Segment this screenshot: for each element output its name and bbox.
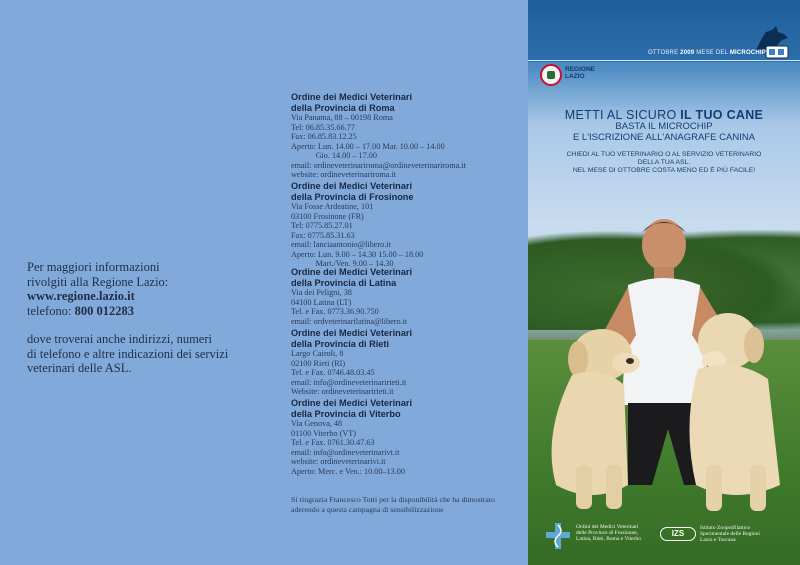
izs-logo: IZS <box>660 527 696 541</box>
office-email[interactable]: email: ordineveterinariroma@ordineveterinariroma.it <box>291 160 466 170</box>
cover-panel <box>528 0 800 565</box>
office-name: Ordine dei Medici Veterinari della Provincia di Frosinone <box>291 181 414 202</box>
office-email[interactable]: email: info@ordineveterinaririeti.it <box>291 377 407 387</box>
phone-number: 800 012283 <box>74 303 134 318</box>
details-line: veterinari delle ASL. <box>27 361 132 375</box>
office-email[interactable]: email: info@ordineveterinarivt.it <box>291 447 400 457</box>
divider <box>528 60 800 61</box>
office-line: 04100 Latina (LT) <box>291 297 352 307</box>
office-line: Largo Cairoli, 8 <box>291 349 344 358</box>
headline: METTI AL SICURO IL TUO CANE <box>564 108 764 122</box>
photo-man-with-dogs <box>528 215 800 565</box>
office-line: 02100 Rieti (RI) <box>291 358 346 368</box>
labrador-dog-left <box>532 315 652 515</box>
office-name: Ordine dei Medici Veterinari della Provincia di Rieti <box>291 328 413 349</box>
office-line: Tel. e Fax. 0773.36.90.750 <box>291 307 379 316</box>
office-email[interactable]: email: ordveterinarilatina@libero.it <box>291 316 408 326</box>
lazio-crest-icon <box>540 64 562 86</box>
office-line: Via Fosse Ardeatine, 101 <box>291 202 374 211</box>
labrador-dog-right <box>676 305 800 515</box>
regione-lazio-logo: REGIONE LAZIO <box>540 64 600 88</box>
office-line: Aperto: Lun. 14.00 – 17.00 Mar. 10.00 – 14.00 <box>291 141 445 151</box>
info-block <box>27 260 267 390</box>
office-name: Ordine dei Medici Veterinari della Provincia di Viterbo <box>291 398 413 419</box>
office-line: Tel. e Fax. 0761.30.47.63 <box>291 438 375 447</box>
headline-block <box>528 108 800 176</box>
left-panel <box>0 0 270 565</box>
office-line: Via dei Peligni, 38 <box>291 288 352 297</box>
campaign-date: OTTOBRE 2009 MESE DEL MICROCHIP <box>648 50 766 56</box>
office-line: Tel: 0775.85.27.01 <box>291 221 353 230</box>
office-frosinone <box>291 181 521 269</box>
office-line: Tel. e Fax. 0746.48.03.45 <box>291 368 375 377</box>
office-line: Via Panama, 88 – 00198 Roma <box>291 113 393 122</box>
office-website[interactable]: website: ordineveterinarivi.it <box>291 457 386 466</box>
phone-label: telefono: <box>27 303 72 318</box>
office-website[interactable]: website: ordineveterinariroma.it <box>291 170 397 179</box>
partner-logos <box>528 515 800 565</box>
office-viterbo <box>291 398 521 476</box>
offices-panel <box>270 0 528 565</box>
office-line: Aperto: Merc. e Ven.: 10.00–13.00 <box>291 466 405 476</box>
info-line: Per maggiori informazioni <box>27 260 160 274</box>
office-website[interactable]: Website: ordineveterinaririeti.it <box>291 387 394 396</box>
details-line: dove troverai anche indirizzi, numeri <box>27 332 212 346</box>
thanks-note: Si ringrazia Francesco Totti per la disponibilità che ha dimostrato aderendo a questa campagna di sensibilizzazione <box>291 495 495 514</box>
info-paragraph <box>27 260 267 318</box>
office-line: Fax: 06.85.83.12.25 <box>291 132 357 141</box>
website-link[interactable]: www.regione.lazio.it <box>27 289 135 303</box>
office-name: Ordine dei Medici Veterinari della Provincia di Latina <box>291 267 413 288</box>
office-line: 03100 Frosinone (FR) <box>291 211 364 221</box>
vet-orders-label: Ordini dei Medici Veterinari delle Province di Frosinone, Latina, Rieti, Roma e Viterbo <box>576 524 641 543</box>
office-rieti <box>291 328 521 397</box>
izs-label: Istituto Zooprofilattico Sperimentale delle Regioni Lazio e Toscana <box>700 525 760 544</box>
veterinary-order-emblem-icon <box>544 521 572 551</box>
office-line: Aperto: Lun. 9.00 – 14.30 15.00 – 18.00 <box>291 249 424 259</box>
office-line: Mart./Ven. 9.00 – 14.30 <box>291 259 394 268</box>
info-line: rivolgiti alla Regione Lazio: <box>27 274 169 289</box>
office-line: Gio. 14.00 – 17.00 <box>291 151 377 160</box>
office-email[interactable]: email: lanciaantonio@libero.it <box>291 240 391 249</box>
office-name: Ordine dei Medici Veterinari della Provincia di Roma <box>291 92 413 113</box>
office-roma <box>291 92 521 180</box>
office-line: 01100 Viterbo (VT) <box>291 428 356 438</box>
call-to-action: CHIEDI AL TUO VETERINARIO O AL SERVIZIO VETERINARIO DELLA TUA ASL. NEL MESE DI OTTOBRE COSTA MENO ED È PIÙ FACILE! <box>566 151 762 175</box>
office-latina <box>291 267 521 326</box>
office-line: Via Genova, 48 <box>291 419 343 428</box>
details-line: di telefono e altre indicazioni dei servizi <box>27 346 229 361</box>
office-line: Tel: 06.85.35.66.77 <box>291 122 355 132</box>
details-paragraph <box>27 332 267 376</box>
subheadline: BASTA IL MICROCHIP E L'ISCRIZIONE ALL'ANAGRAFE CANINA <box>572 121 756 143</box>
office-line: Fax: 0775.85.31.63 <box>291 230 355 240</box>
